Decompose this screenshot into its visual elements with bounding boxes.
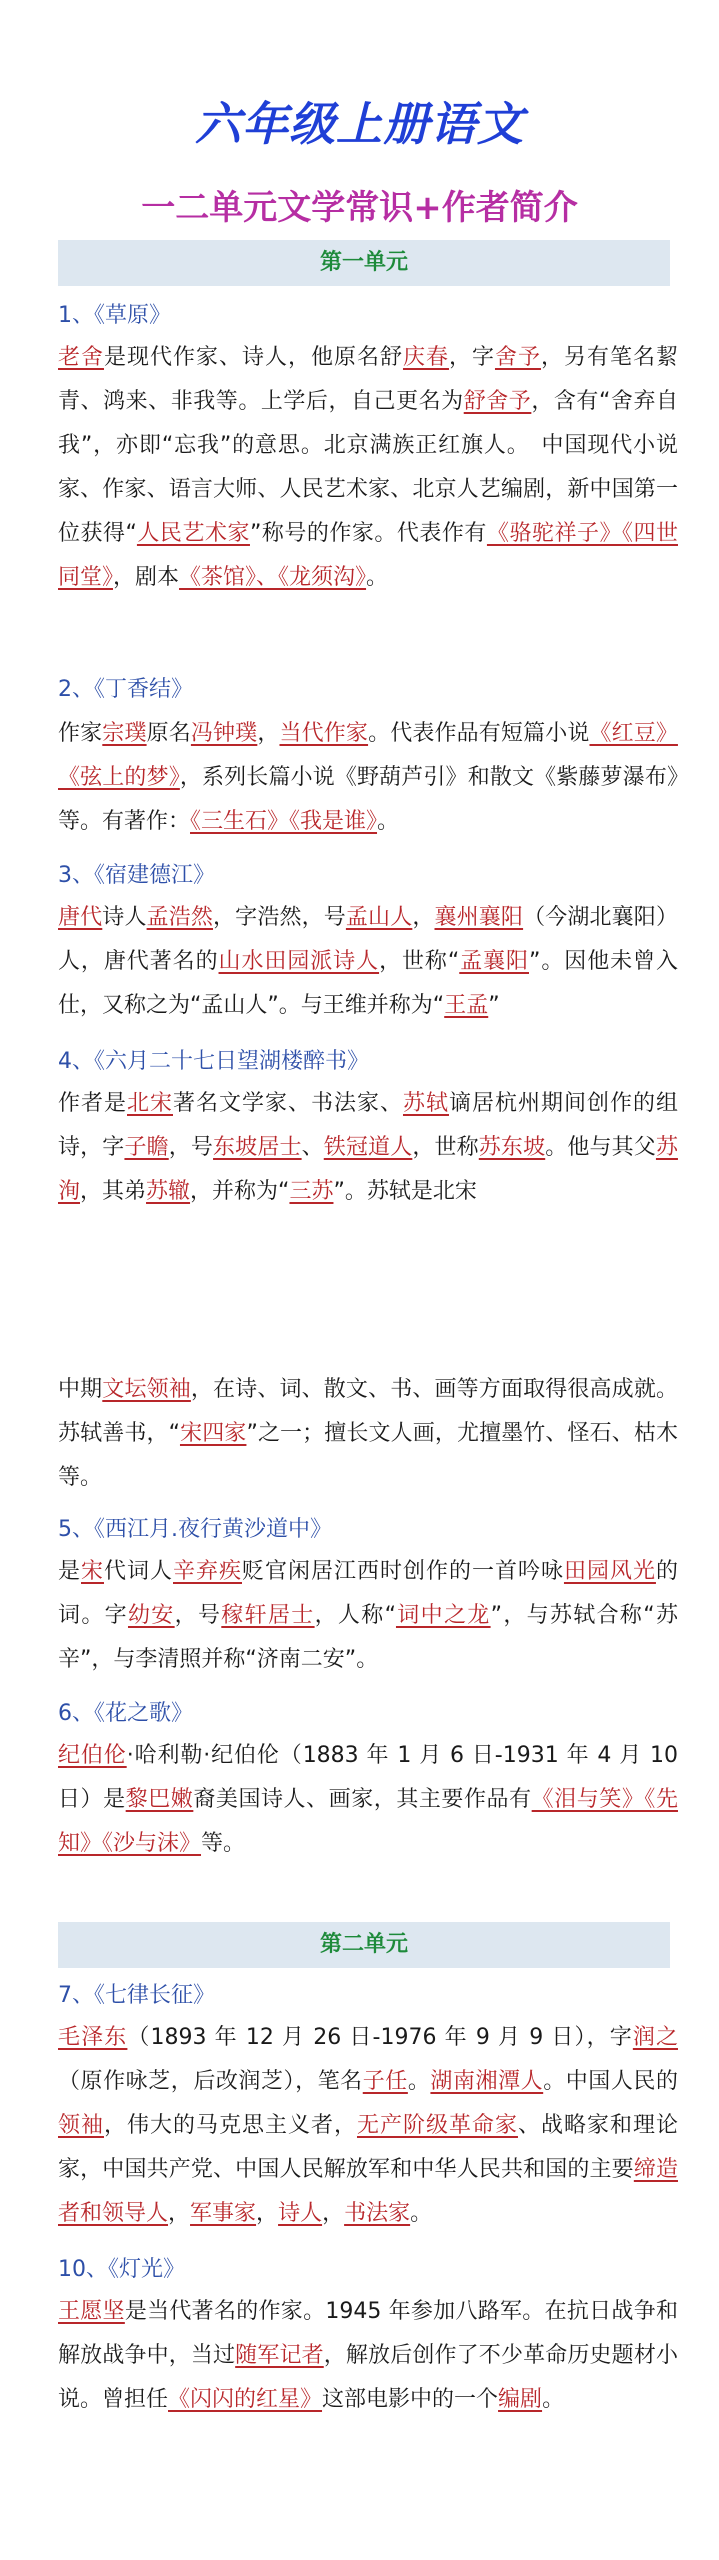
highlighted-term: 宋四家	[179, 1421, 247, 1446]
text-run: 这部电影中的一个	[322, 2387, 499, 2412]
text-run: 是	[58, 1559, 81, 1584]
text-run: ，号	[174, 1603, 222, 1628]
text-run: ，世称	[412, 1135, 479, 1160]
paragraph-6	[58, 1734, 678, 1866]
highlighted-term: 苏东坡	[478, 1135, 546, 1160]
highlighted-term: 润之	[632, 2025, 678, 2050]
text-run: 贬官闲居江西时创作的一首吟咏	[242, 1559, 564, 1584]
highlighted-term: 舒舍予	[463, 389, 532, 414]
highlighted-term: 黎巴嫩	[125, 1787, 194, 1812]
text-run: 裔美国诗人、画家，其主要作品有	[193, 1787, 532, 1812]
text-run: 。	[407, 2069, 431, 2094]
highlighted-term: 词中之龙	[395, 1603, 491, 1628]
section-title-7: 7、《七律长征》	[58, 1983, 215, 2008]
highlighted-term: 《茶馆》、《龙须沟》	[179, 565, 367, 590]
text-run: ·哈利勒·纪伯伦（1883 年 1 月 6 日-1931 年 4 月 10 日）是	[58, 1743, 678, 1812]
text-run: ，其弟	[80, 1179, 147, 1204]
text-run: 中期	[58, 1377, 103, 1402]
text-run: ，在诗、词、散文、书、画等方面取得很高成就。苏轼善书，“	[58, 1377, 678, 1446]
text-run: 、	[301, 1135, 324, 1160]
highlighted-term: 军事家	[190, 2201, 257, 2226]
text-run: ，	[168, 2201, 191, 2226]
highlighted-term: 襄州襄阳	[434, 905, 524, 930]
highlighted-term: 幼安	[127, 1603, 175, 1628]
unit-1-bar: 第一单元	[58, 240, 670, 286]
text-run: 著名文学家、书法家、	[173, 1091, 403, 1116]
text-run: ，	[256, 2201, 279, 2226]
highlighted-term: 辛弃疾	[173, 1559, 242, 1584]
highlighted-term: 毛泽东	[58, 2025, 128, 2050]
paragraph-5	[58, 1550, 678, 1682]
highlighted-term: 当代作家	[279, 721, 369, 746]
paragraph-7	[58, 2016, 678, 2236]
highlighted-term: 东坡居士	[213, 1135, 302, 1160]
section-title-1: 1、《草原》	[58, 303, 171, 328]
highlighted-term: 舍予	[494, 345, 541, 370]
highlighted-term: 冯钟璞	[190, 721, 258, 746]
text-run: （今湖北襄阳）人，唐代著名的	[58, 905, 678, 974]
text-run: ，系列长篇小说《野葫芦引》和散文《紫藤萝瀑布》等。有著作：	[58, 765, 678, 834]
highlighted-term: 王孟	[444, 993, 489, 1018]
text-run: 作者是	[58, 1091, 127, 1116]
highlighted-term: 王愿坚	[58, 2299, 125, 2324]
text-run: 代词人	[104, 1559, 173, 1584]
section-title-10: 10、《灯光》	[58, 2257, 185, 2282]
text-run: 。他与其父	[545, 1135, 656, 1160]
highlighted-term: 缔造者和领导人	[58, 2157, 678, 2226]
text-run: 诗人	[102, 905, 147, 930]
highlighted-term: 苏辙	[146, 1179, 191, 1204]
paragraph-1	[58, 336, 678, 600]
text-run: 作家	[58, 721, 103, 746]
text-run: （1893 年 12 月 26 日-1976 年 9 月 9 日），字	[127, 2025, 633, 2050]
text-run: 谪居杭州期间创作的组诗，字	[58, 1091, 678, 1160]
text-run: 。代表作品有短篇小说	[368, 721, 590, 746]
text-run: 、战略家和理论家，中国共产党、中国人民解放军和中华人民共和国的主要	[58, 2113, 678, 2182]
highlighted-term: 《三生石》《我是谁》	[190, 809, 378, 834]
highlighted-term: 书法家	[344, 2201, 411, 2226]
highlighted-term: 铁冠道人	[323, 1135, 413, 1160]
highlighted-term: 编剧	[498, 2387, 543, 2412]
text-run: ，	[322, 2201, 345, 2226]
highlighted-term: 子瞻	[124, 1135, 169, 1160]
highlighted-term: 随军记者	[235, 2343, 324, 2368]
text-run: ”，与苏轼合称“苏辛”，与李清照并称“济南二安”。	[58, 1603, 678, 1672]
highlighted-term: 稼轩居士	[221, 1603, 315, 1628]
section-title-3: 3、《宿建德江》	[58, 863, 215, 888]
text-run: 是现代作家、诗人，他原名舒	[104, 345, 403, 370]
highlighted-term: 孟山人	[345, 905, 413, 930]
text-run: ”之一；擅长文人画，尤擅墨竹、怪石、枯木等。	[58, 1421, 678, 1490]
paragraph-3	[58, 896, 678, 1028]
highlighted-term: 宗璞	[102, 721, 147, 746]
highlighted-term: 北宋	[127, 1091, 173, 1116]
text-run: ，剧本	[113, 565, 180, 590]
section-title-2: 2、《丁香结》	[58, 677, 193, 702]
section-title-4: 4、《六月二十七日望湖楼醉书》	[58, 1049, 369, 1074]
text-run: ，	[257, 721, 280, 746]
highlighted-term: 《泪与笑》《先知》《沙与沫》	[58, 1787, 678, 1856]
text-run: ，并称为“	[190, 1179, 290, 1204]
highlighted-term: 田园风光	[563, 1559, 656, 1584]
paragraph-2	[58, 712, 678, 844]
highlighted-term: 苏洵	[58, 1135, 678, 1204]
text-run: 是当代著名的作家。1945 年参加八路军。在抗日战争和解放战争中，当过	[58, 2299, 678, 2368]
section-title-5: 5、《西江月.夜行黄沙道中》	[58, 1517, 332, 1542]
text-run: ，字浩然，号	[213, 905, 346, 930]
highlighted-term: 庆春	[402, 345, 449, 370]
highlighted-term: 人民艺术家	[136, 521, 250, 546]
text-run: ，伟大的马克思主义者，	[104, 2113, 357, 2138]
paragraph-10	[58, 2290, 678, 2422]
highlighted-term: 子任	[362, 2069, 408, 2094]
text-run: ，世称“	[379, 949, 460, 974]
highlighted-term: 唐代	[58, 905, 103, 930]
highlighted-term: 领袖	[58, 2113, 104, 2138]
text-run: 。	[410, 2201, 433, 2226]
highlighted-term: 文坛领袖	[102, 1377, 191, 1402]
text-run: （原作咏芝，后改润芝），笔名	[58, 2069, 363, 2094]
highlighted-term: 湖南湘潭人	[430, 2069, 544, 2094]
grade-title	[0, 88, 719, 154]
text-run: 的词。字	[58, 1559, 678, 1628]
highlighted-term: 无产阶级革命家	[356, 2113, 518, 2138]
text-run: 。	[366, 565, 389, 590]
highlighted-term: 苏轼	[402, 1091, 449, 1116]
text-run: ，	[412, 905, 435, 930]
text-run: ”。因他未曾入仕，又称之为“孟山人”。与王维并称为“	[58, 949, 678, 1018]
highlighted-term: 诗人	[278, 2201, 323, 2226]
grade-title-text: 六年级上册语文	[195, 97, 524, 151]
highlighted-term: 山水田园派诗人	[218, 949, 380, 974]
highlighted-term: 老舍	[58, 345, 104, 370]
text-run: ”称号的作家。代表作有	[249, 521, 487, 546]
highlighted-term: 纪伯伦	[58, 1743, 127, 1768]
unit-2-bar: 第二单元	[58, 1922, 670, 1968]
highlighted-term: 孟襄阳	[459, 949, 529, 974]
paragraph-4b	[58, 1368, 678, 1500]
text-run: ，人称“	[314, 1603, 396, 1628]
highlighted-term: 《红豆》《弦上的梦》	[58, 721, 678, 790]
text-run: 等。	[201, 1831, 246, 1856]
highlighted-term: 《骆驼祥子》《四世同堂》	[58, 521, 678, 590]
text-run: ”	[488, 993, 500, 1018]
text-run: 。	[377, 809, 400, 834]
highlighted-term: 宋	[81, 1559, 104, 1584]
section-title-6: 6、《花之歌》	[58, 1701, 193, 1726]
text-run: 原名	[146, 721, 191, 746]
highlighted-term: 三苏	[289, 1179, 334, 1204]
text-run: ”。苏轼是北宋	[333, 1179, 477, 1204]
text-run: 。中国人民的	[543, 2069, 678, 2094]
highlighted-term: 孟浩然	[146, 905, 214, 930]
page-subtitle: 一二单元文学常识+作者简介	[141, 188, 578, 228]
text-run: ，含有“舍弃自我”，亦即“忘我”的意思。北京满族正红旗人。 中国现代小说家、作家、语言大师、人民艺术家、北京人艺编剧，新中国第一位获得“	[58, 389, 678, 546]
highlighted-term: 《闪闪的红星》	[168, 2387, 323, 2412]
text-run: ，字	[448, 345, 495, 370]
paragraph-4a	[58, 1082, 678, 1214]
text-run: ，号	[168, 1135, 214, 1160]
text-run: 。	[542, 2387, 565, 2412]
text-run: ，解放后创作了不少革命历史题材小说。曾担任	[58, 2343, 678, 2412]
text-run: ，另有笔名絜青、鸿来、非我等。上学后，自己更名为	[58, 345, 678, 414]
